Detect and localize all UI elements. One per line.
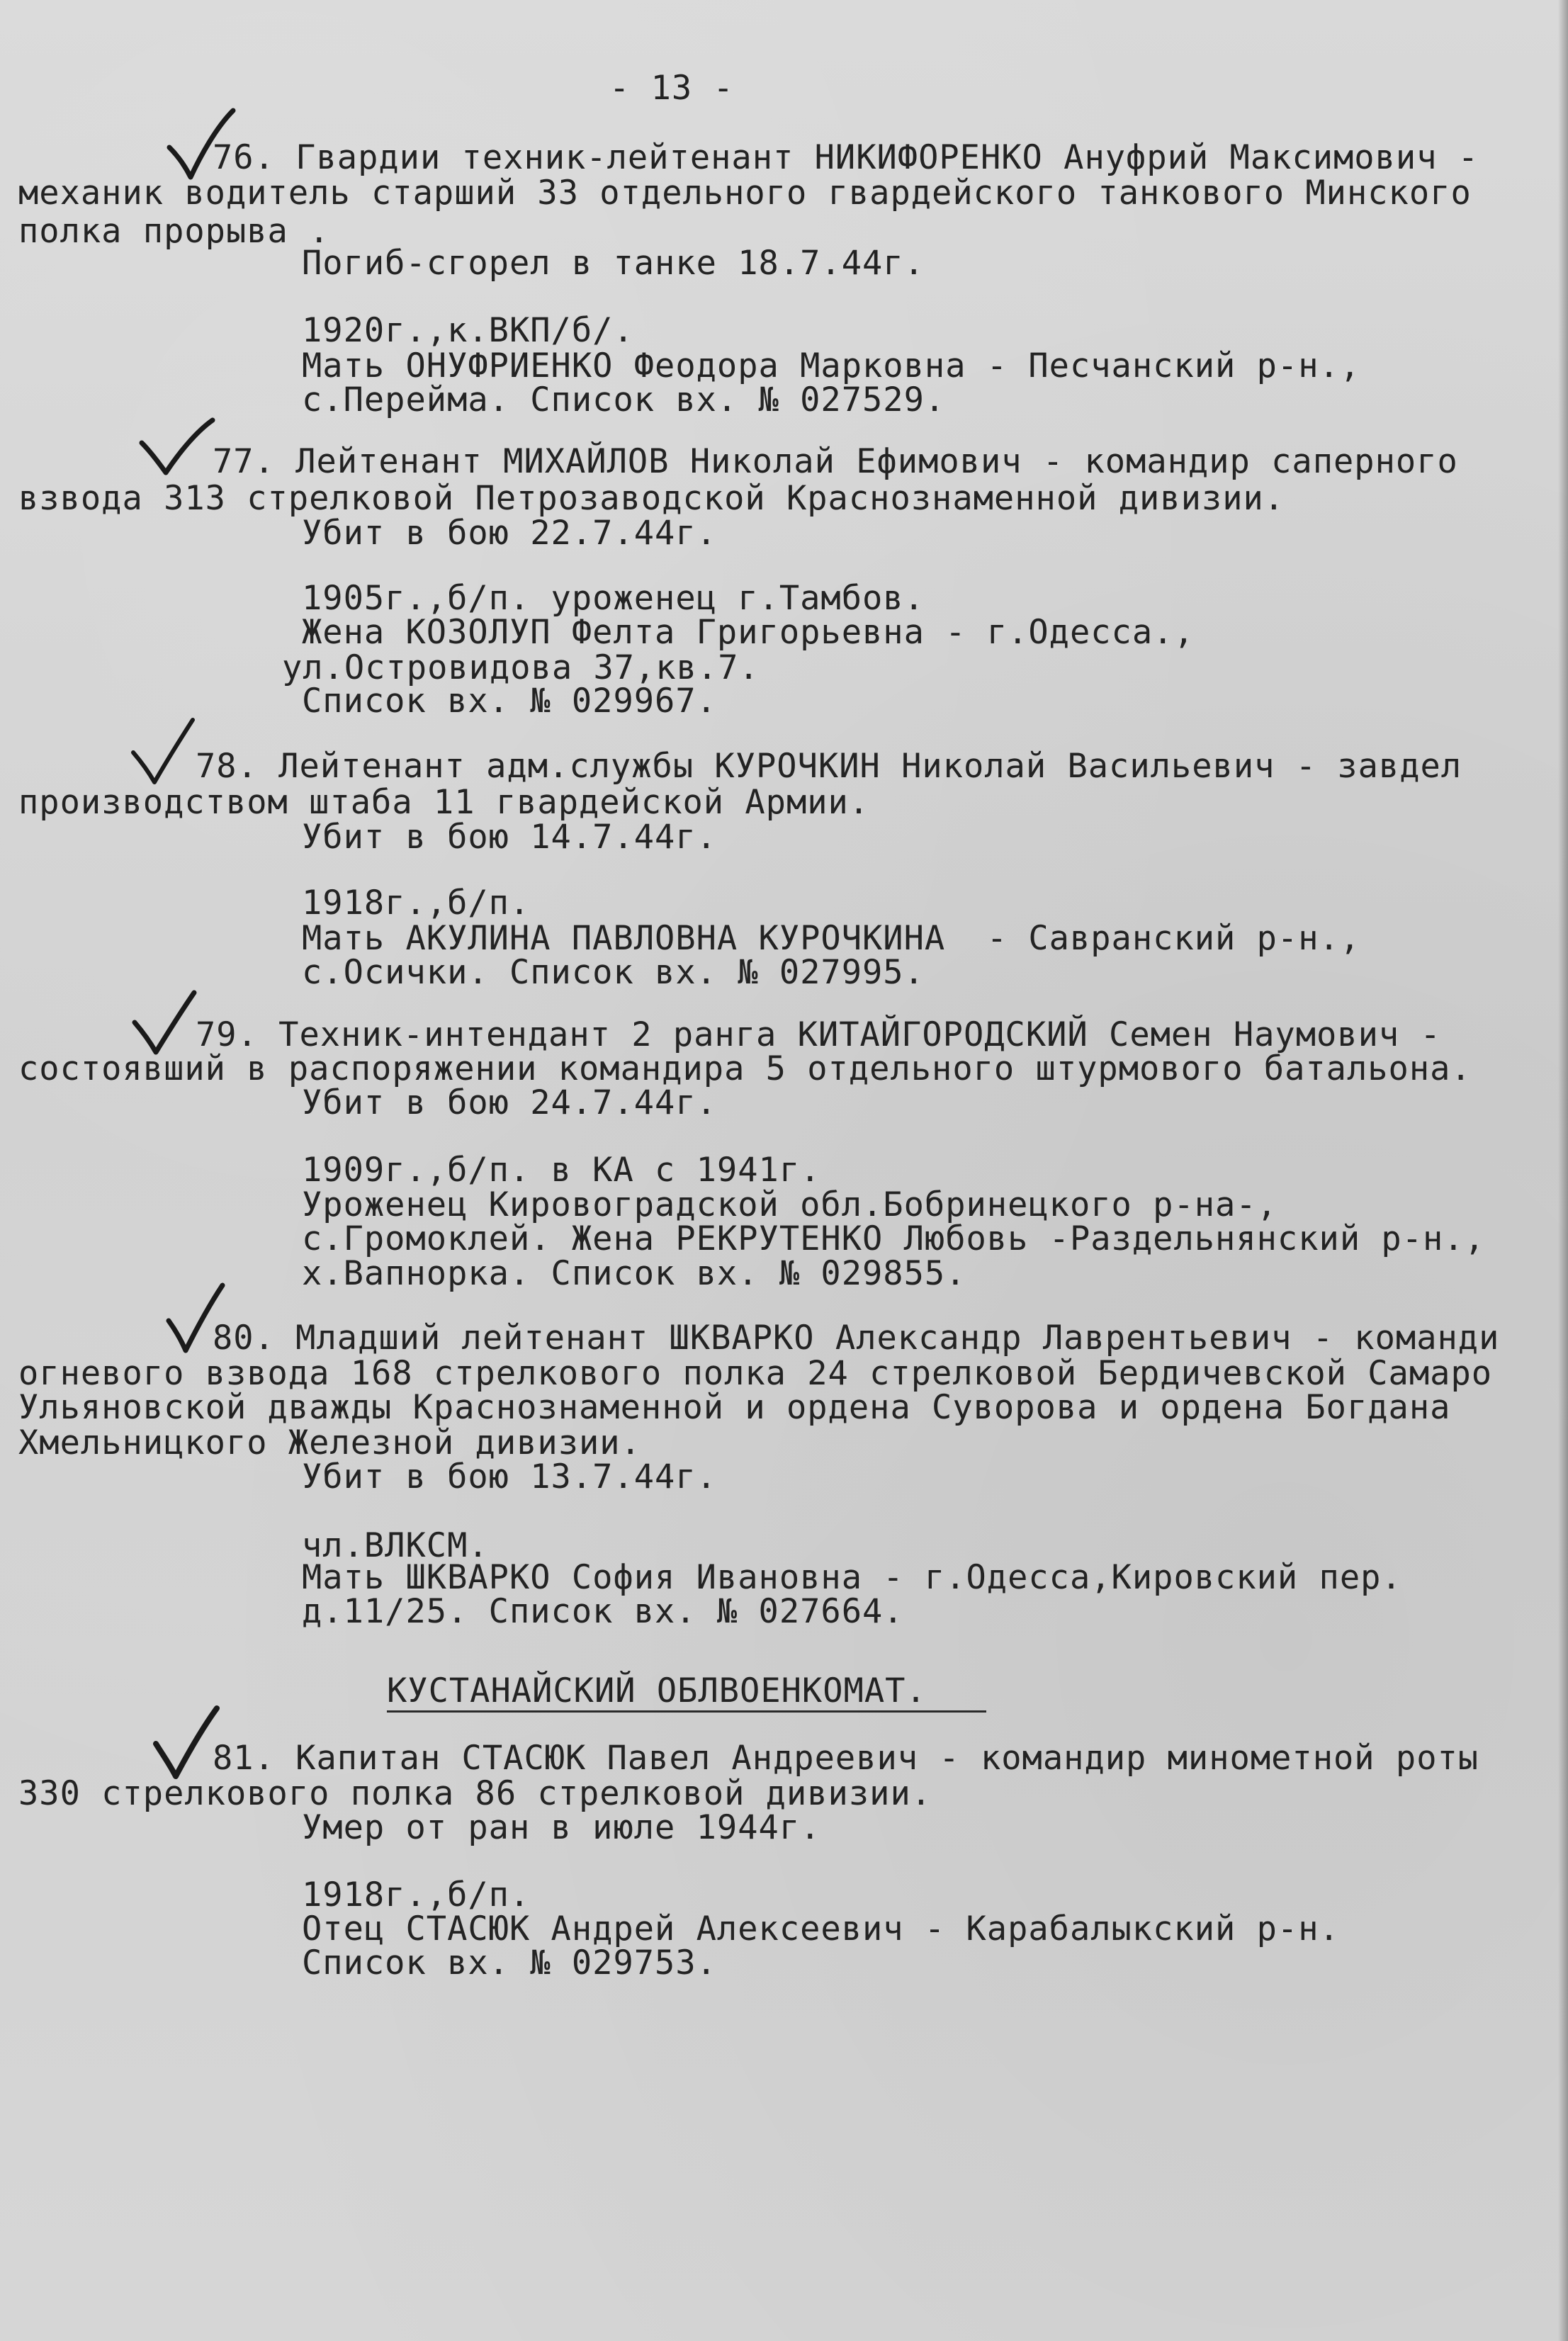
checkmark-icon xyxy=(150,1704,221,1782)
entry-76-line-2: механик водитель старший 33 отдельного гвардейского танкового Минского xyxy=(18,174,1472,213)
entry-80-line-2: огневого взвода 168 стрелкового полка 24 стрелковой Бердичевской Самаро xyxy=(18,1354,1493,1393)
entry-80-line-6: чл.ВЛКСМ. xyxy=(302,1526,489,1565)
entry-80-line-7: Мать ШКВАРКО София Ивановна - г.Одесса,Кировский пер. xyxy=(302,1558,1402,1597)
entry-76-line-1: 76. Гвардии техник-лейтенант НИКИФОРЕНКО Ануфрий Максимович - xyxy=(213,138,1479,177)
entry-77-line-7: Список вх. № 029967. xyxy=(302,682,717,721)
entry-76-line-6: Мать ОНУФРИЕНКО Феодора Марковна - Песчанский р-н., xyxy=(302,346,1361,385)
entry-81-line-1: 81. Капитан СТАСЮК Павел Андреевич - командир минометной роты xyxy=(213,1739,1479,1778)
entry-80-line-1: 80. Младший лейтенант ШКВАРКО Александр Лаврентьевич - команди xyxy=(213,1319,1500,1358)
entry-80-line-3: Ульяновской дважды Краснознаменной и ордена Суворова и ордена Богдана xyxy=(18,1388,1451,1427)
entry-81-line-5: Отец СТАСЮК Андрей Алексеевич - Карабалыкский р-н. xyxy=(302,1910,1340,1948)
entry-81-line-2: 330 стрелкового полка 86 стрелковой дивизии. xyxy=(18,1774,932,1813)
entry-76-line-5: 1920г.,к.ВКП/б/. xyxy=(302,311,634,350)
entry-81-line-4: 1918г.,б/п. xyxy=(302,1875,531,1914)
entry-76-line-7: с.Перейма. Список вх. № 027529. xyxy=(302,380,946,419)
entry-81-line-3: Умер от ран в июле 1944г. xyxy=(302,1808,821,1847)
checkmark-icon xyxy=(163,1281,227,1355)
entry-79-line-4: 1909г.,б/п. в КА с 1941г. xyxy=(302,1151,821,1190)
entry-77-line-2: взвода 313 стрелковой Петрозаводской Краснознаменной дивизии. xyxy=(18,479,1285,518)
checkmark-icon xyxy=(128,716,198,786)
entry-78-line-1: 78. Лейтенант адм.службы КУРОЧКИН Николай Васильевич - завдел xyxy=(196,747,1462,786)
entry-76-line-3: полка прорыва . xyxy=(18,212,330,251)
entry-78-line-5: Мать АКУЛИНА ПАВЛОВНА КУРОЧКИНА - Савранский р-н., xyxy=(302,919,1361,958)
entry-79-line-1: 79. Техник-интендант 2 ранга КИТАЙГОРОДСКИЙ Семен Наумович - xyxy=(196,1015,1441,1054)
page-edge-shadow xyxy=(1558,0,1568,2341)
entry-77-line-6: ул.Островидова 37,кв.7. xyxy=(282,648,760,687)
entry-76-line-4: Погиб-сгорел в танке 18.7.44г. xyxy=(302,244,925,283)
entry-77-line-5: Жена КОЗОЛУП Фелта Григорьевна - г.Одесса., xyxy=(302,613,1195,652)
entry-77-line-3: Убит в бою 22.7.44г. xyxy=(302,514,717,553)
entry-79-line-7: х.Вапнорка. Список вх. № 029855. xyxy=(302,1254,966,1293)
entry-77-line-1: 77. Лейтенант МИХАЙЛОВ Николай Ефимович - командир саперного xyxy=(213,442,1458,481)
checkmark-icon xyxy=(129,988,200,1059)
checkmark-icon xyxy=(159,106,237,184)
entry-80-line-8: д.11/25. Список вх. № 027664. xyxy=(302,1592,904,1631)
entry-77-line-4: 1905г.,б/п. уроженец г.Тамбов. xyxy=(302,579,925,618)
entry-78-line-2: производством штаба 11 гвардейской Армии. xyxy=(18,783,870,822)
section-heading: КУСТАНАЙСКИЙ ОБЛВОЕНКОМАТ. xyxy=(387,1671,927,1710)
entry-80-line-4: Хмельницкого Железной дивизии. xyxy=(18,1423,641,1462)
entry-81-line-6: Список вх. № 029753. xyxy=(302,1944,717,1982)
entry-78-line-3: Убит в бою 14.7.44г. xyxy=(302,818,717,857)
entry-79-line-2: состоявший в распоряжении командира 5 отдельного штурмового батальона. xyxy=(18,1049,1472,1088)
entry-80-line-5: Убит в бою 13.7.44г. xyxy=(302,1457,717,1496)
entry-78-line-4: 1918г.,б/п. xyxy=(302,884,531,923)
entry-79-line-5: Уроженец Кировоградской обл.Бобринецкого р-на-, xyxy=(302,1185,1277,1224)
entry-78-line-6: с.Осички. Список вх. № 027995. xyxy=(302,953,925,992)
entry-79-line-3: Убит в бою 24.7.44г. xyxy=(302,1083,717,1122)
checkmark-icon xyxy=(135,414,216,478)
page-number: - 13 - xyxy=(609,69,734,108)
entry-79-line-6: с.Громоклей. Жена РЕКРУТЕНКО Любовь -Раздельнянский р-н., xyxy=(302,1219,1485,1258)
heading-underline xyxy=(387,1710,986,1713)
